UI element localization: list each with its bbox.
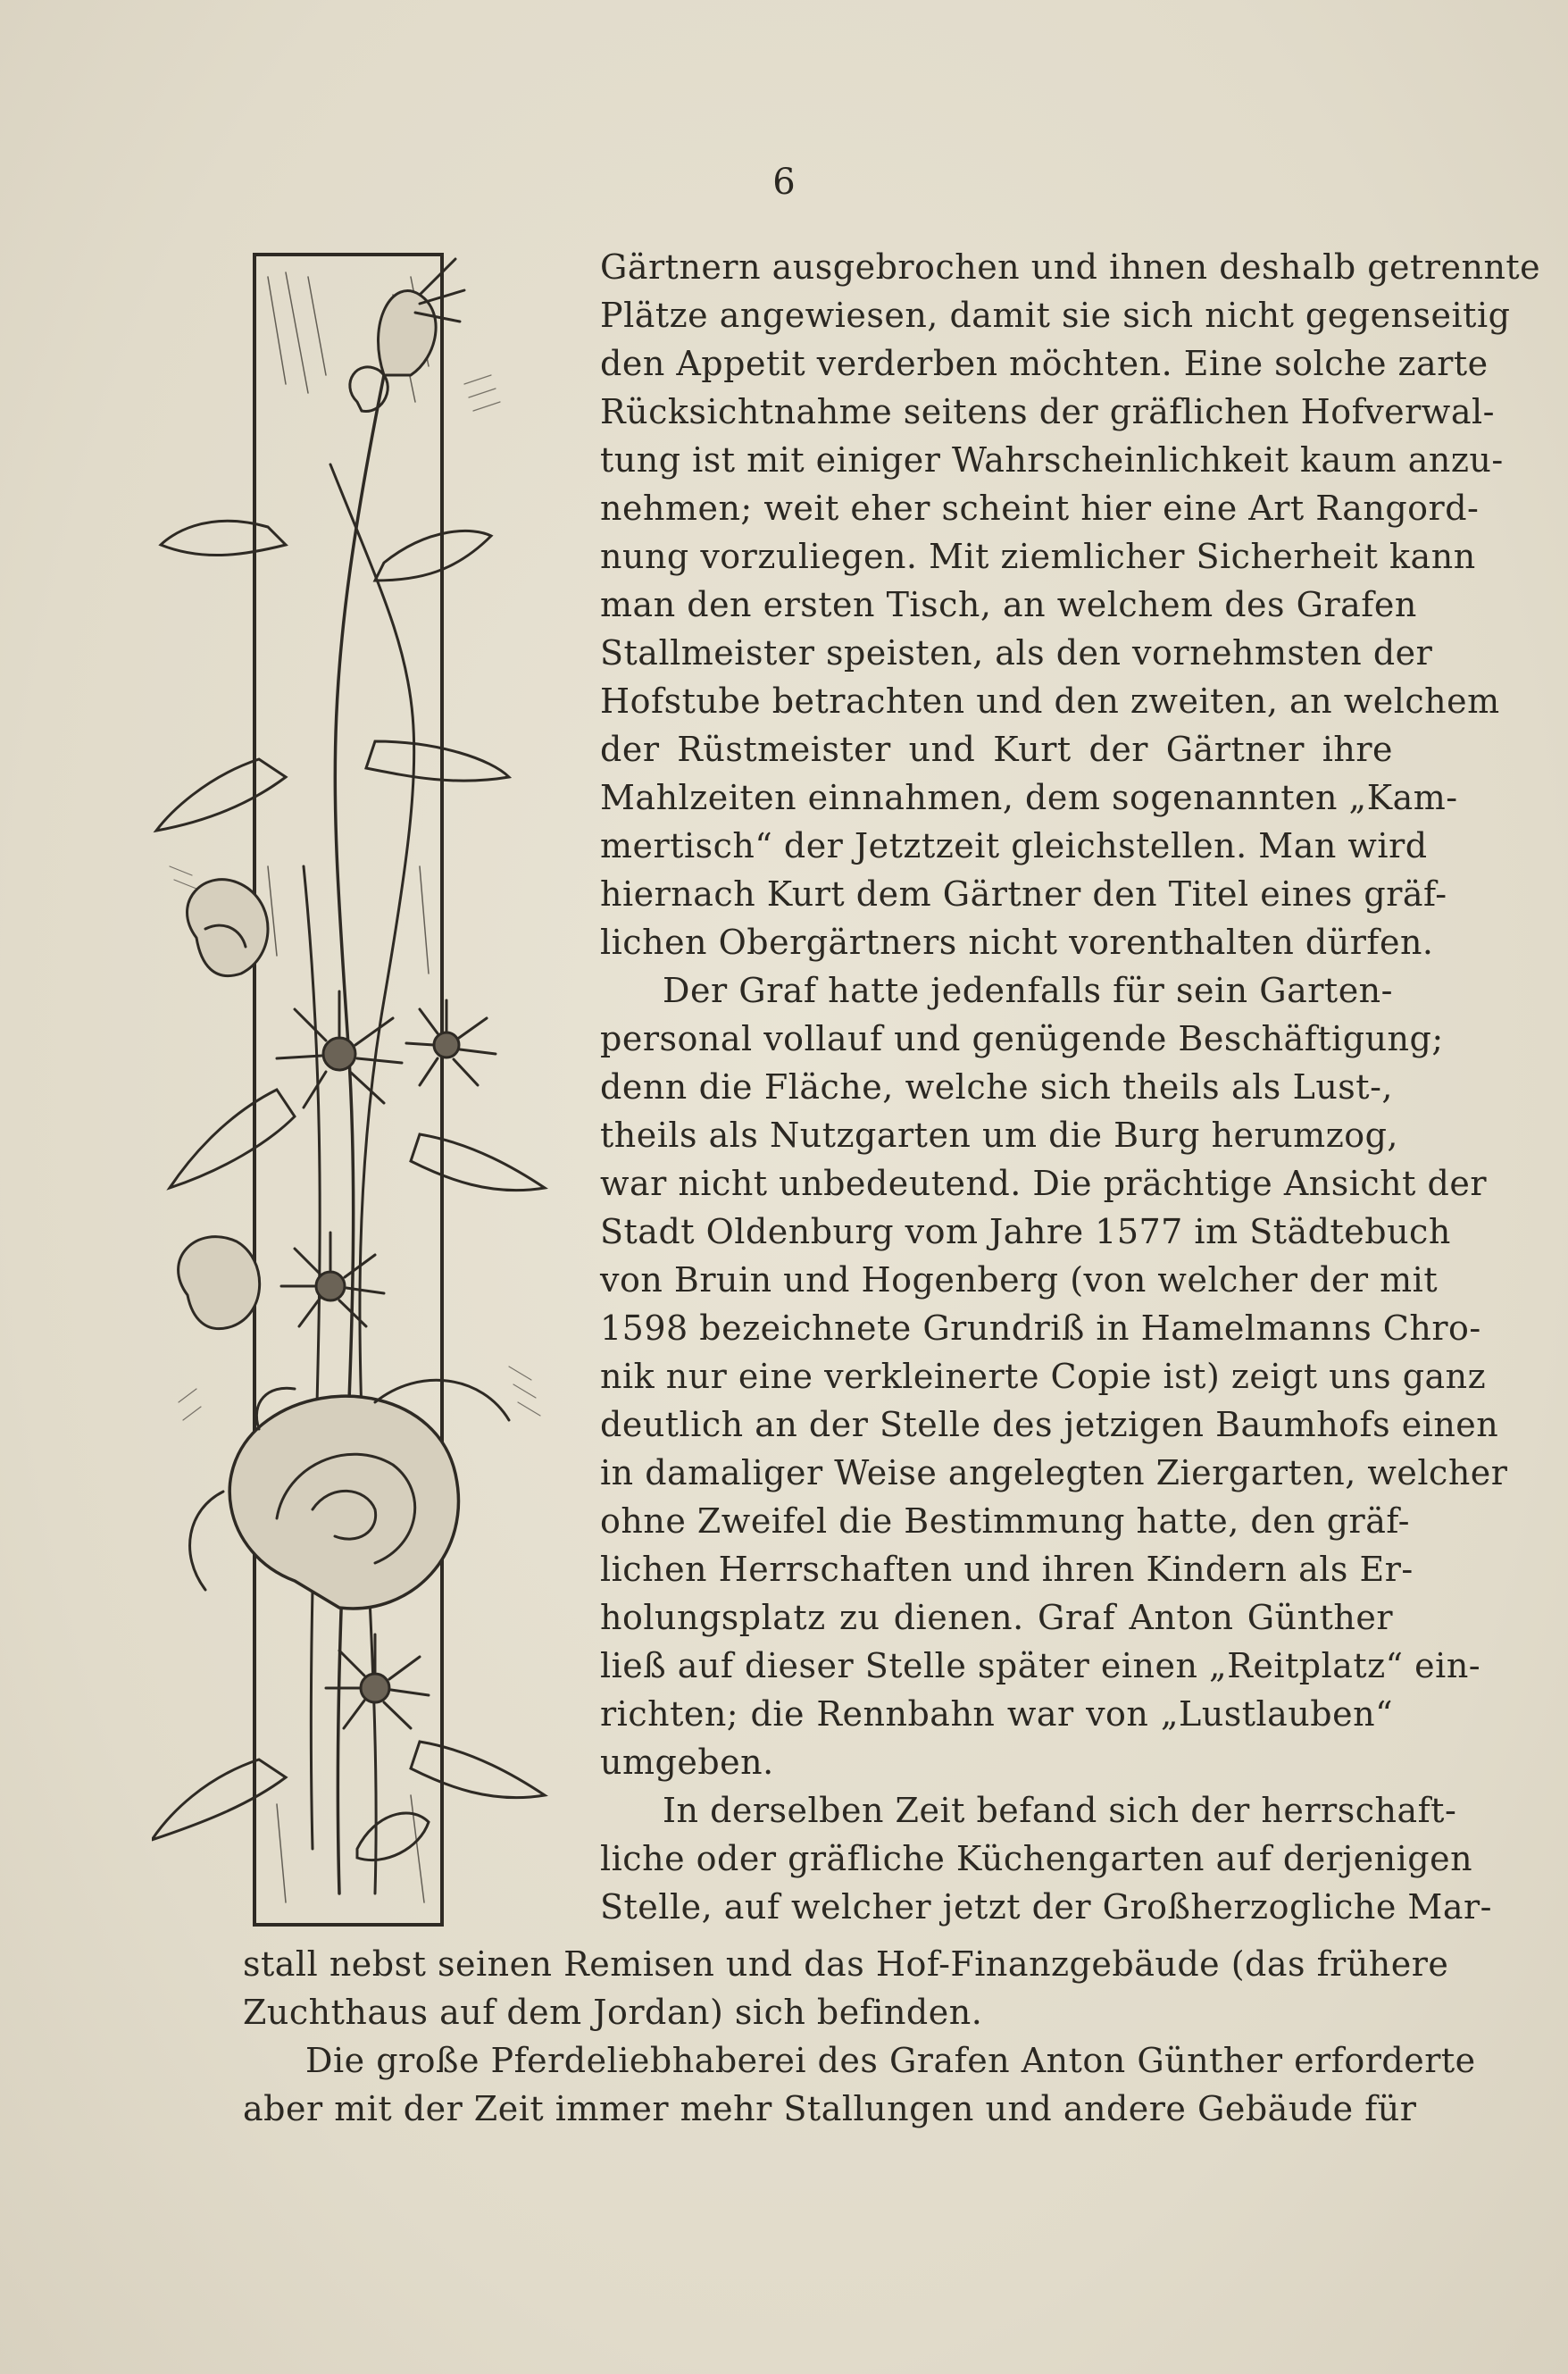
text-line: Gärtnern ausgebrochen und ihnen deshalb getrennte <box>600 247 1541 287</box>
text-line: Plätze angewiesen, damit sie sich nicht gegenseitig <box>600 296 1511 335</box>
text-line: ohne Zweifel die Bestimmung hatte, den gräf- <box>600 1501 1410 1541</box>
text-line: Hofstube betrachten und den zweiten, an welchem <box>600 681 1500 721</box>
floral-ornament-illustration <box>152 241 580 1938</box>
text-line: nik nur eine verkleinerte Copie ist) zeigt uns ganz <box>600 1357 1487 1396</box>
text-line: war nicht unbedeutend. Die prächtige Ansicht der <box>600 1164 1487 1203</box>
text-line: theils als Nutzgarten um die Burg herumzog, <box>600 1116 1399 1155</box>
text-line: mertisch“ der Jetztzeit gleichstellen. Man wird <box>600 826 1428 865</box>
text-line: lichen Obergärtners nicht vorenthalten dürfen. <box>600 923 1434 962</box>
paragraph-start-line: In derselben Zeit befand sich der herrschaft- <box>663 1791 1457 1830</box>
text-line: Zuchthaus auf dem Jordan) sich befinden. <box>243 1993 983 2032</box>
paragraph-start-line: Der Graf hatte jedenfalls für sein Garten- <box>663 971 1393 1010</box>
text-line: richten; die Rennbahn war von „Lustlauben“ <box>600 1694 1393 1734</box>
text-line: nehmen; weit eher scheint hier eine Art Rangord- <box>600 489 1480 528</box>
text-line: deutlich an der Stelle des jetzigen Baumhofs einen <box>600 1405 1499 1444</box>
page-number: 6 <box>772 162 796 203</box>
text-line: liche oder gräfliche Küchengarten auf derjenigen <box>600 1839 1473 1878</box>
text-line: aber mit der Zeit immer mehr Stallungen und andere Gebäude für <box>243 2089 1417 2128</box>
paragraph-start-line: Die große Pferdeliebhaberei des Grafen Anton Günther erforderte <box>305 2041 1476 2080</box>
text-line: personal vollauf und genügende Beschäftigung; <box>600 1019 1444 1058</box>
text-line: Rücksichtnahme seitens der gräflichen Hofverwal- <box>600 392 1495 431</box>
text-line: umgeben. <box>600 1743 774 1782</box>
text-line: hiernach Kurt dem Gärtner den Titel eines gräf- <box>600 874 1447 914</box>
text-line: tung ist mit einiger Wahrscheinlichkeit kaum anzu- <box>600 440 1504 480</box>
text-line: Stelle, auf welcher jetzt der Großherzogliche Mar- <box>600 1887 1492 1927</box>
text-line: 1598 bezeichnete Grundriß in Hamelmanns Chro- <box>600 1308 1481 1348</box>
text-line: man den ersten Tisch, an welchem des Grafen <box>600 585 1417 624</box>
text-line: denn die Fläche, welche sich theils als Lust-, <box>600 1067 1393 1107</box>
text-line: von Bruin und Hogenberg (von welcher der mit <box>600 1260 1439 1300</box>
text-line: ließ auf dieser Stelle später einen „Reitplatz“ ein- <box>600 1646 1481 1685</box>
text-line: Stadt Oldenburg vom Jahre 1577 im Städtebuch <box>600 1212 1451 1251</box>
text-line: nung vorzuliegen. Mit ziemlicher Sicherheit kann <box>600 537 1476 576</box>
text-line: stall nebst seinen Remisen und das Hof-Finanzgebäude (das frühere <box>243 1944 1449 1984</box>
text-line: Mahlzeiten einnahmen, dem sogenannten „Kam- <box>600 778 1458 817</box>
text-line: in damaliger Weise angelegten Ziergarten, welcher <box>600 1453 1508 1492</box>
text-line: den Appetit verderben möchten. Eine solche zarte <box>600 344 1489 383</box>
text-line: Stallmeister speisten, als den vornehmsten der <box>600 633 1433 673</box>
text-line: der Rüstmeister und Kurt der Gärtner ihre <box>600 730 1393 769</box>
text-line: lichen Herrschaften und ihren Kindern als Er- <box>600 1550 1414 1589</box>
text-line: holungsplatz zu dienen. Graf Anton Günther <box>600 1598 1393 1637</box>
